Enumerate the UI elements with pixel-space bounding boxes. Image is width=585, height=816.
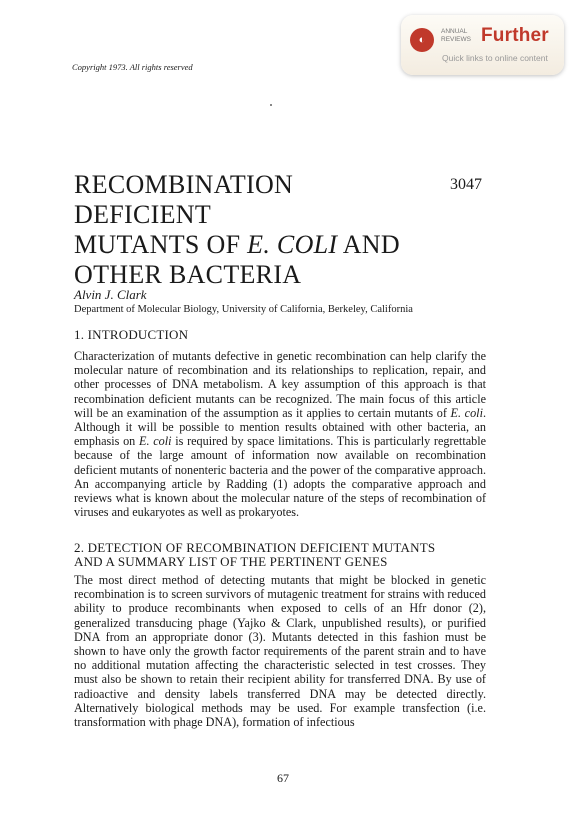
title-line-2-end: AND xyxy=(337,230,400,259)
section-heading-detection xyxy=(74,541,514,569)
article-title xyxy=(74,170,434,290)
title-line-2 xyxy=(74,230,434,260)
introduction-paragraph xyxy=(74,349,486,519)
intro-text-part-2: . Although it will be possible to mention results obtained with other bacteria, an emphasis on xyxy=(74,405,486,449)
section-heading-introduction: 1. INTRODUCTION xyxy=(74,327,189,342)
title-line-3: OTHER BACTERIA xyxy=(74,260,302,289)
annual-reviews-logo-icon: ◐ xyxy=(410,28,434,52)
detection-heading-line-1: 2. DETECTION OF RECOMBINATION DEFICIENT MUTANTS xyxy=(74,540,436,555)
scan-dot xyxy=(270,104,272,106)
annual-reviews-further-badge[interactable] xyxy=(401,15,564,75)
title-species-italic: E. COLI xyxy=(247,230,338,259)
author-name: Alvin J. Clark xyxy=(74,287,147,302)
intro-text-part-3: is required by space limitations. This is particularly regrettable because of the large amount of information now available on recombination deficient mutants of nonenteric bacteria and the power of the comparative approach. An accompanying article by Radding (1) adopts the comparative approach and reviews what is known about the molecular nature of the steps of recombination of viruses and eukaryotes as well as prokaryotes. xyxy=(74,434,487,520)
badge-annual-text: ANNUAL xyxy=(441,28,468,35)
title-line-1: RECOMBINATION DEFICIENT xyxy=(74,170,294,229)
page-number: 67 xyxy=(277,771,289,785)
copyright-notice: Copyright 1973. All rights reserved xyxy=(72,62,193,72)
badge-reviews-text: REVIEWS xyxy=(441,36,471,43)
title-line-2-start: MUTANTS OF xyxy=(74,230,248,259)
detection-paragraph: The most direct method of detecting mutants that might be blocked in genetic recombination is to screen survivors of mutagenic treatment for strains with reduced ability to produce recombinants when exposed to cells of an Hfr donor (2), generalized transducing phage (Yajko & Clark, unpublished results), or purified DNA from an appropriate donor (3). Mutants detected in this fashion must be shown to have only the growth factor requirements of the parent strain and to have no additional mutation affecting the characteristic selected in test crosses. They must also be shown to retain their recipient ability for transferred DNA. By use of radioactive and density labels transferred DNA may be detected directly. Alternatively biological methods may be used. For example transfection (i.e. transformation with phage DNA), formation of infectious xyxy=(74,573,486,730)
badge-publisher-name xyxy=(441,28,471,44)
author-affiliation: Department of Molecular Biology, University of California, Berkeley, California xyxy=(74,304,413,315)
badge-subtitle: Quick links to online content xyxy=(442,53,548,63)
detection-heading-line-2: AND A SUMMARY LIST OF THE PERTINENT GENES xyxy=(74,554,388,569)
badge-further-label: Further xyxy=(481,25,549,46)
intro-species-italic-2: E. coli xyxy=(139,434,172,449)
intro-species-italic-1: E. coli xyxy=(450,405,483,420)
intro-text-part-1: Characterization of mutants defective in genetic recombination can help clarify the molecular nature of recombination and its relationships to replication, repair, and other processes of DNA metabolism. A key assumption of this approach is that recombination deficient mutants can be recognized. The main focus of this article will be an examination of the assumption as it applies to certain mutants of xyxy=(74,349,486,420)
article-number: 3047 xyxy=(450,176,482,193)
